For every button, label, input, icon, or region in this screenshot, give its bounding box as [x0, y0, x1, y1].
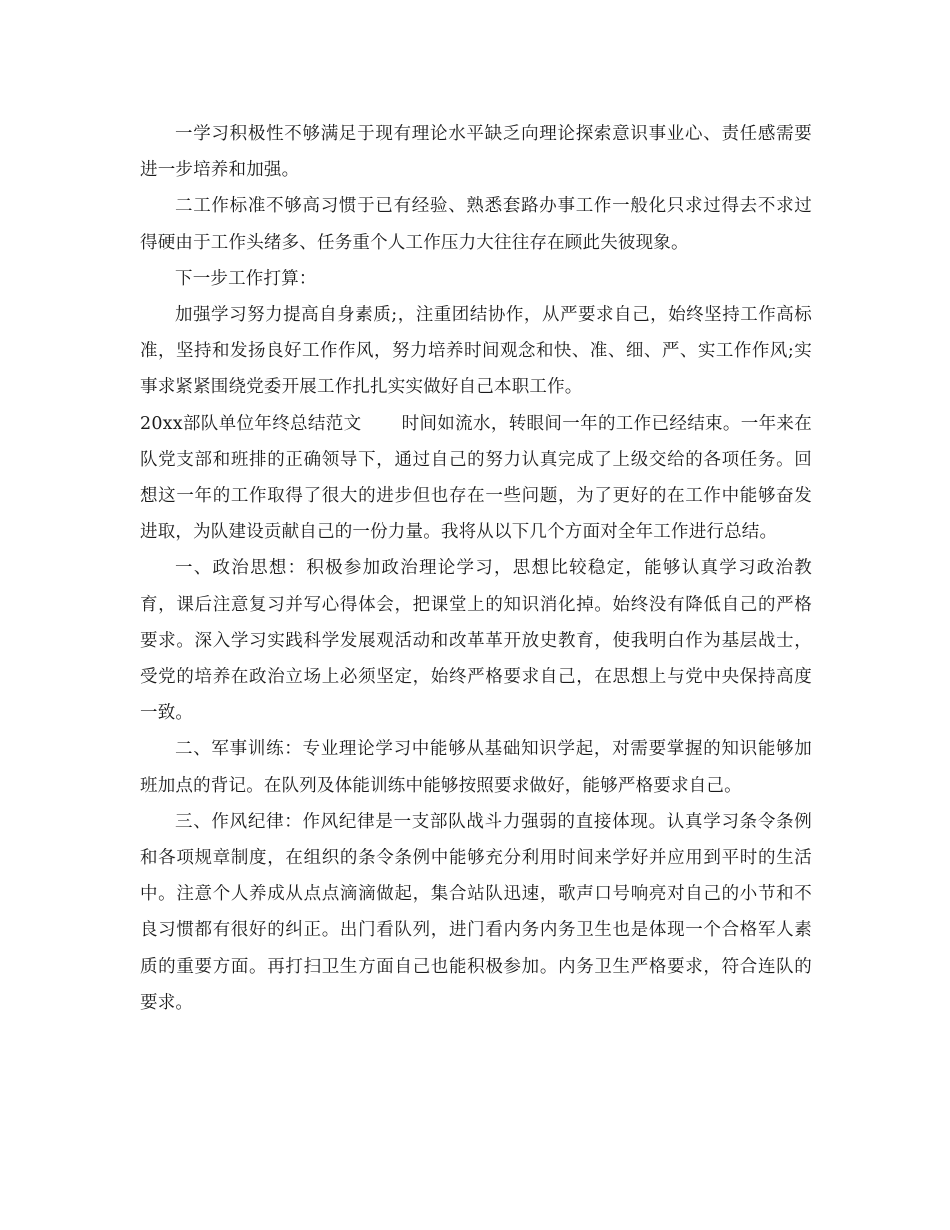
section-title: 20xx部队单位年终总结范文 [140, 413, 362, 434]
document-body [140, 116, 812, 1021]
section-intro-paragraph [140, 406, 812, 551]
paragraph-work-standard: 二工作标准不够高习惯于已有经验、熟悉套路办事工作一般化只求过得去不求过得硬由于工作头绪多、任务重个人工作压力大往往存在顾此失彼现象。 [140, 196, 812, 253]
paragraph-political-thought: 一、政治思想：积极参加政治理论学习，思想比较稳定，能够认真学习政治教育，课后注意复习并写心得体会，把课堂上的知识消化掉。始终没有降低自己的严格要求。深入学习实践科学发展观活动和改革革开放史教育，使我明白作为基层战士，受党的培养在政治立场上必须坚定，始终严格要求自己，在思想上与党中央保持高度一致。 [140, 558, 812, 724]
paragraph-study-attitude: 一学习积极性不够满足于现有理论水平缺乏向理论探索意识事业心、责任感需要进一步培养和加强。 [140, 124, 812, 181]
paragraph-military-training: 二、军事训练：专业理论学习中能够从基础知识学起，对需要掌握的知识能够加班加点的背记。在队列及体能训练中能够按照要求做好，能够严格要求自己。 [140, 739, 812, 796]
section-intro-text: 时间如流水，转眼间一年的工作已经结束。一年来在队党支部和班排的正确领导下，通过自己的努力认真完成了上级交给的各项任务。回想这一年的工作取得了很大的进步但也存在一些问题，为了更好的在工作中能够奋发进取，为队建设贡献自己的一份力量。我将从以下几个方面对全年工作进行总结。 [140, 413, 812, 543]
paragraph-next-plan-heading: 下一步工作打算： [175, 268, 317, 289]
paragraph-discipline: 三、作风纪律：作风纪律是一支部队战斗力强弱的直接体现。认真学习条令条例和各项规章制度，在组织的条令条例中能够充分利用时间来学好并应用到平时的生活中。注意个人养成从点点滴滴做起，集合站队迅速，歌声口号响亮对自己的小节和不良习惯都有很好的纠正。出门看队列，进门看内务内务卫生也是体现一个合格军人素质的重要方面。再打扫卫生方面自己也能积极参加。内务卫生严格要求，符合连队的要求。 [140, 811, 812, 1013]
paragraph-next-plan: 加强学习努力提高自身素质;，注重团结协作，从严要求自己，始终坚持工作高标准，坚持和发扬良好工作作风，努力培养时间观念和快、准、细、严、实工作作风;实事求紧紧围绕党委开展工作扎扎实实做好自己本职工作。 [140, 305, 812, 398]
